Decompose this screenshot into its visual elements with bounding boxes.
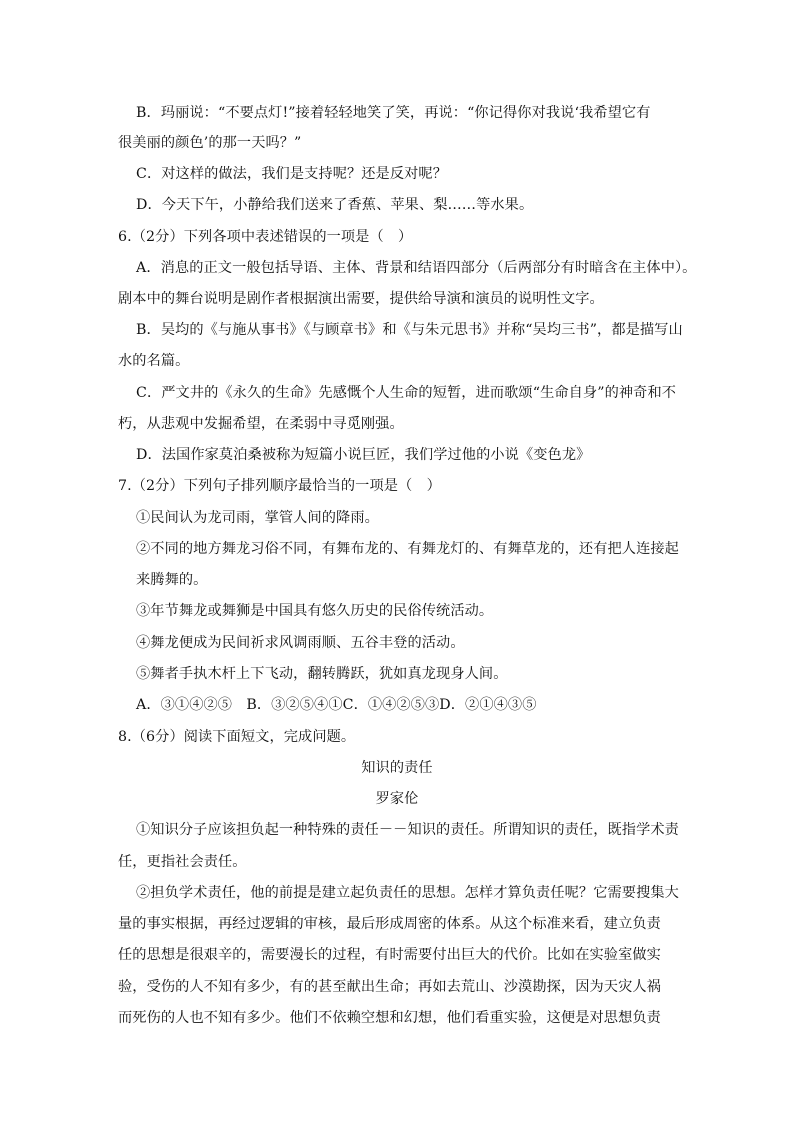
sentence-2-line-1: ②不同的地方舞龙习俗不同，有舞布龙的、有舞龙灯的、有舞草龙的，还有把人连接起: [136, 541, 679, 557]
paragraph-1-line-2: 任，更指社会责任。: [118, 854, 247, 870]
question-6-stem: 6.（2分）下列各项中表述错误的一项是（ ）: [118, 229, 413, 245]
paragraph-2-line-4: 验，受伤的人不知有多少，有的甚至献出生命；再如去荒山、沙漠勘探，因为天灾人祸: [118, 979, 661, 995]
paragraph-1-line-1: ①知识分子应该担负起一种特殊的责任－－知识的责任。所谓知识的责任，既指学术责: [136, 822, 679, 838]
option-6c-line-1: C．严文井的《永久的生命》先感慨个人生命的短暂，进而歌颂“生命自身”的神奇和不: [136, 385, 677, 401]
option-6a-line-1: A．消息的正文一般包括导语、主体、背景和结语四部分（后两部分有时暗含在主体中）。: [136, 260, 697, 276]
option-5c: C．对这样的做法，我们是支持呢？还是反对呢？: [136, 166, 447, 182]
sentence-1: ①民间认为龙司雨，掌管人间的降雨。: [136, 510, 379, 526]
sentence-5: ⑤舞者手执木杆上下飞动，翻转腾跃，犹如真龙现身人间。: [136, 666, 508, 682]
paragraph-2-line-2: 量的事实根据，再经过逻辑的审核，最后形成周密的体系。从这个标准来看，建立负责: [118, 916, 661, 932]
sentence-4: ④舞龙便成为民间祈求风调雨顺、五谷丰登的活动。: [136, 635, 465, 651]
question-7-stem: 7.（2分）下列句子排列顺序最恰当的一项是（ ）: [118, 478, 441, 494]
question-7-options: A．③①④②⑤ B．③②⑤④①C．①④②⑤③D．②①④③⑤: [136, 697, 537, 713]
option-6d: D．法国作家莫泊桑被称为短篇小说巨匠，我们学过他的小说《变色龙》: [136, 447, 591, 463]
option-6a-line-2: 剧本中的舞台说明是剧作者根据演出需要，提供给导演和演员的说明性文字。: [118, 291, 604, 307]
option-6b-line-2: 水的名篇。: [118, 353, 190, 369]
paragraph-2-line-1: ②担负学术责任，他的前提是建立起负责任的思想。怎样才算负责任呢？它需要搜集大: [136, 885, 679, 901]
paragraph-2-line-5: 而死伤的人也不知有多少。他们不依赖空想和幻想，他们看重实验，这便是对思想负责: [118, 1010, 661, 1026]
sentence-2-line-2: 来腾舞的。: [136, 572, 208, 588]
sentence-3: ③年节舞龙或舞狮是中国具有悠久历史的民俗传统活动。: [136, 603, 494, 619]
passage-author: 罗家伦: [375, 791, 419, 807]
question-8-stem: 8.（6分）阅读下面短文，完成问题。: [118, 729, 356, 745]
option-5b-line-1: B．玛丽说：“不要点灯!”接着轻轻地笑了笑，再说：“你记得你对我说‘我希望它有: [136, 105, 651, 121]
option-6b-line-1: B．吴均的《与施从事书》《与顾章书》和《与朱元思书》并称“吴均三书”，都是描写山: [136, 322, 683, 338]
option-5b-line-2: 很美丽的颜色’的那一天吗？”: [118, 135, 302, 151]
paragraph-2-line-3: 任的思想是很艰辛的，需要漫长的过程，有时需要付出巨大的代价。比如在实验室做实: [118, 947, 661, 963]
option-6c-line-2: 朽，从悲观中发掘希望，在柔弱中寻觅刚强。: [118, 416, 404, 432]
option-5d: D．今天下午，小静给我们送来了香蕉、苹果、梨……等水果。: [136, 197, 534, 213]
passage-title: 知识的责任: [361, 760, 433, 776]
